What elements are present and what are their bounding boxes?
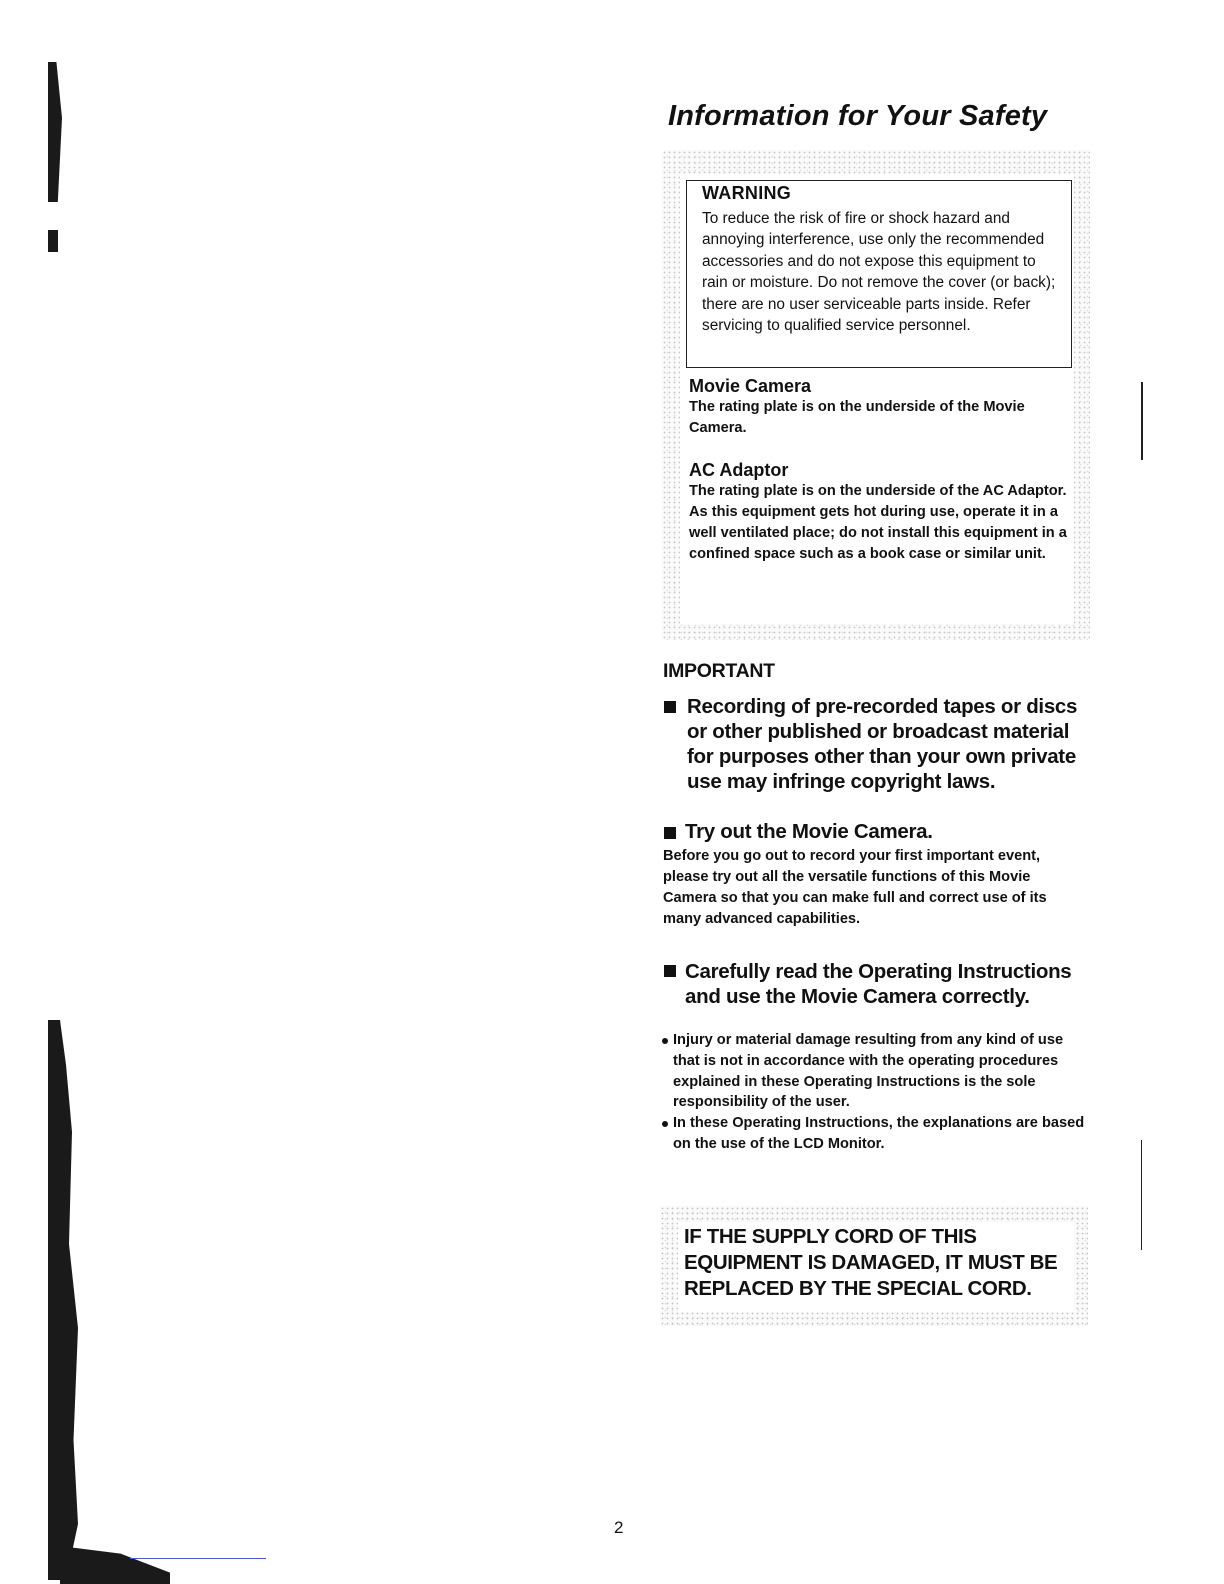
ac-adaptor-heading: AC Adaptor bbox=[689, 460, 789, 480]
try-out-heading: Try out the Movie Camera. bbox=[685, 820, 933, 843]
warning-box bbox=[686, 180, 1072, 368]
list-item bbox=[662, 1030, 1087, 1113]
ac-adaptor-section bbox=[689, 460, 1074, 565]
ac-adaptor-rating-text: The rating plate is on the underside of the AC Adaptor. bbox=[689, 483, 1067, 499]
copyright-notice: Recording of pre-recorded tapes or discs or other published or broadcast material for purposes other than your own private use may infringe copyright laws. bbox=[687, 695, 1078, 793]
read-instructions-heading: Carefully read the Operating Instructions and use the Movie Camera correctly. bbox=[685, 960, 1072, 1008]
supply-cord-warning: IF THE SUPPLY CORD OF THIS EQUIPMENT IS DAMAGED, IT MUST BE REPLACED BY THE SPECIAL CORD. bbox=[684, 1225, 1058, 1300]
scan-line-artifact bbox=[130, 1558, 266, 1559]
ac-adaptor-ventilation-text: As this equipment gets hot during use, operate it in a well ventilated place; do not install this equipment in a confined space such as a book case or similar unit. bbox=[689, 504, 1067, 562]
warning-body: To reduce the risk of fire or shock hazard and annoying interference, use only the recommended accessories and do not expose this equipment to rain or moisture. Do not remove the cover (or back); there are no user serviceable parts inside. Refer servicing to qualified service personnel. bbox=[702, 210, 1056, 335]
square-bullet-icon bbox=[664, 701, 676, 713]
scan-edge-artifact bbox=[48, 62, 62, 202]
round-bullet-icon bbox=[662, 1038, 668, 1044]
try-out-body: Before you go out to record your first important event, please try out all the versatile functions of this Movie Camera so that you can make full and correct use of its many advanced capabilities. bbox=[663, 848, 1047, 927]
page-title: Information for Your Safety bbox=[668, 100, 1048, 132]
warning-heading: WARNING bbox=[702, 183, 792, 203]
round-bullet-icon bbox=[662, 1121, 668, 1127]
square-bullet-icon bbox=[664, 827, 676, 839]
note-text: In these Operating Instructions, the explanations are based on the use of the LCD Monitor. bbox=[673, 1115, 1085, 1152]
scan-mark bbox=[1141, 382, 1143, 460]
scan-edge-artifact bbox=[60, 1546, 170, 1584]
responsibility-notes bbox=[662, 1030, 1087, 1155]
important-heading: IMPORTANT bbox=[663, 660, 775, 682]
movie-camera-heading: Movie Camera bbox=[689, 376, 812, 396]
movie-camera-section bbox=[689, 376, 1069, 439]
list-item bbox=[662, 1113, 1087, 1155]
movie-camera-body: The rating plate is on the underside of the Movie Camera. bbox=[689, 399, 1025, 436]
page-number: 2 bbox=[614, 1518, 624, 1537]
scan-mark bbox=[1141, 1140, 1142, 1250]
square-bullet-icon bbox=[664, 965, 676, 977]
note-text: Injury or material damage resulting from any kind of use that is not in accordance with the operating procedures explained in these Operating Instructions is the sole responsibility of the user. bbox=[673, 1032, 1064, 1111]
scan-edge-artifact bbox=[48, 230, 58, 252]
scan-edge-artifact bbox=[48, 1020, 78, 1580]
